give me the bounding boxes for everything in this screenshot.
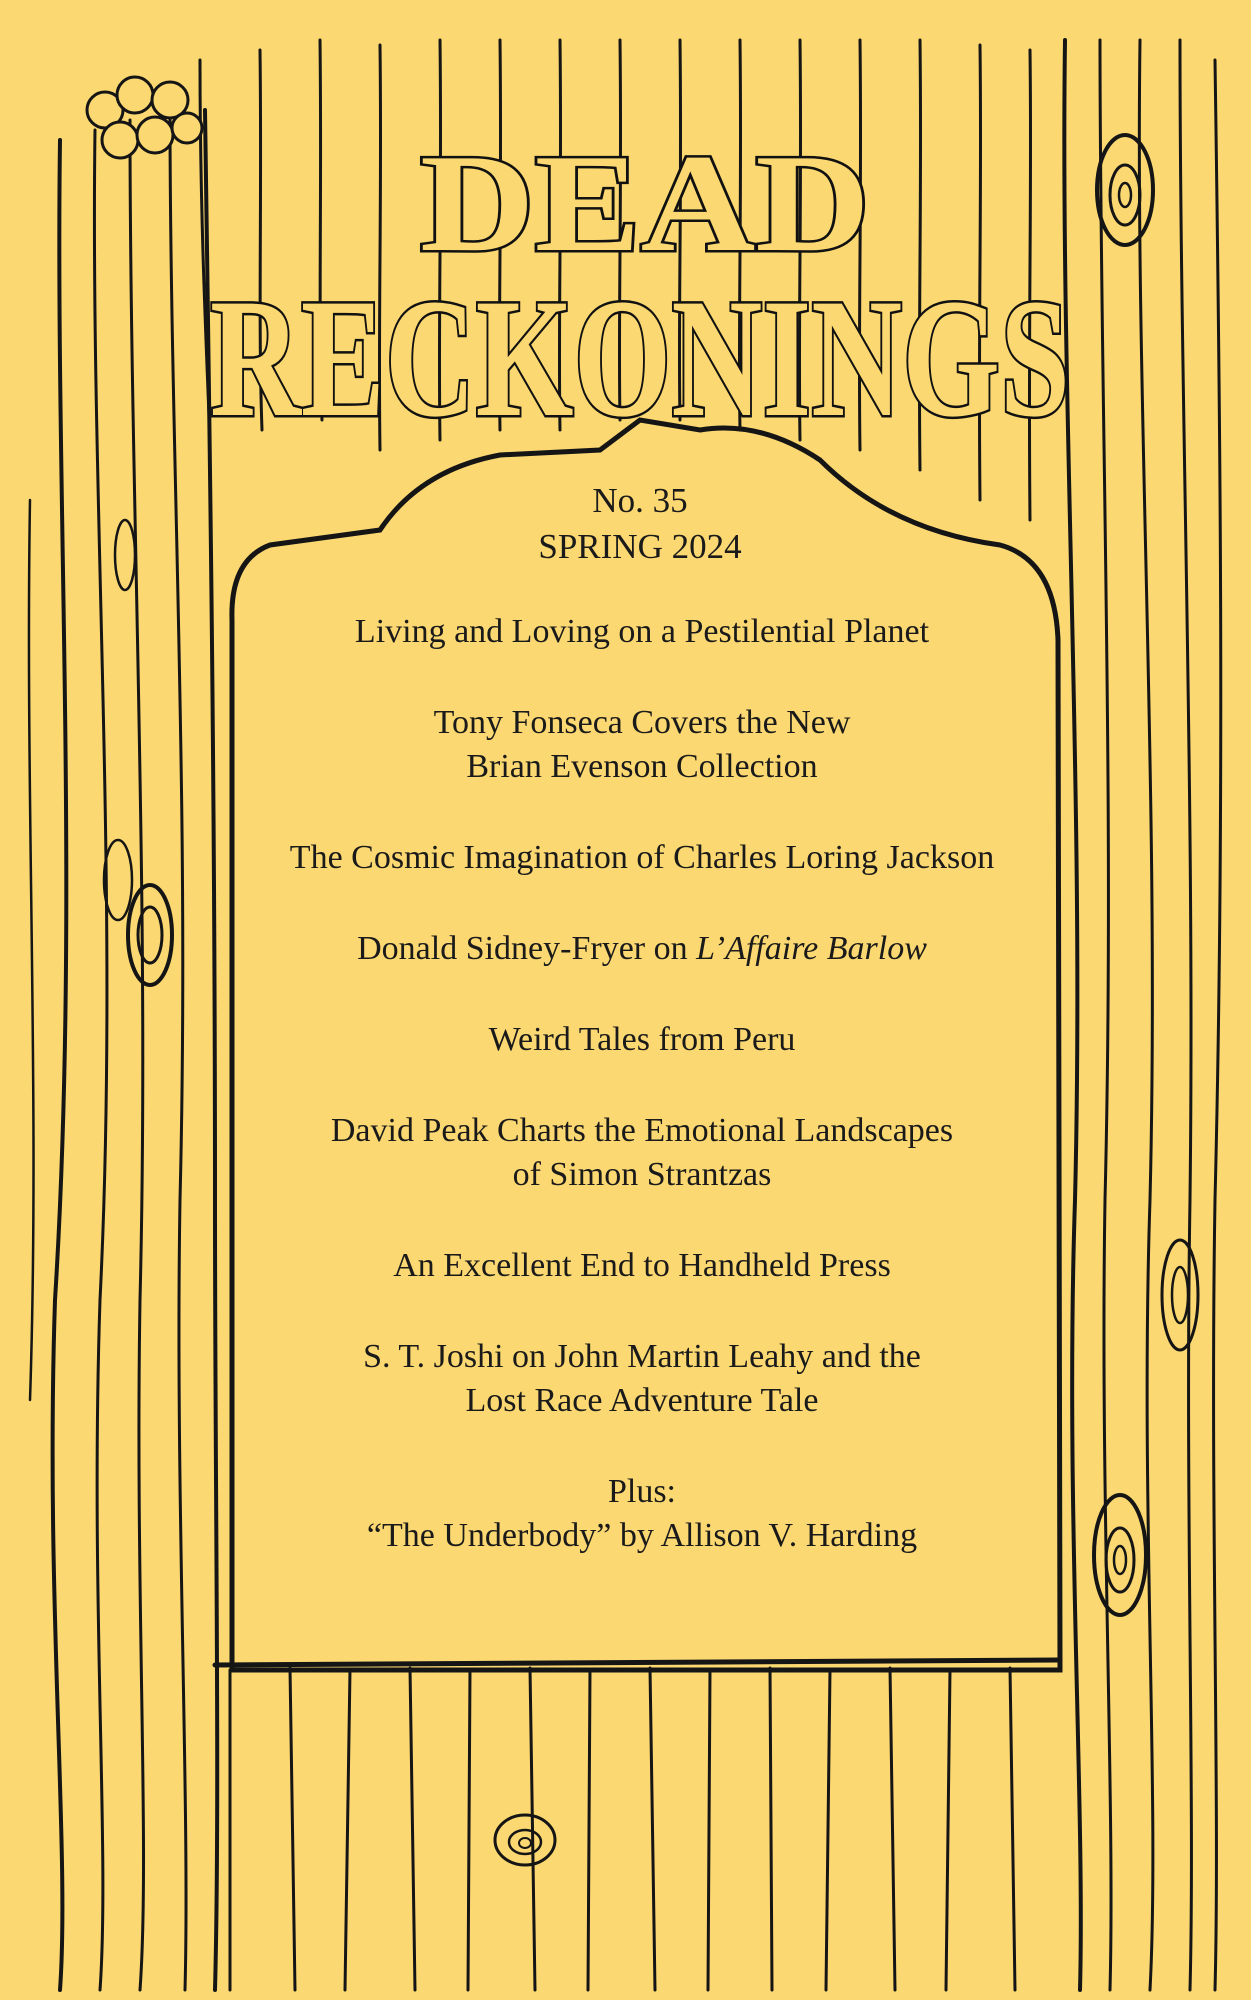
contents-item — [222, 1018, 1062, 1062]
issue-number: No. 35 — [592, 481, 688, 520]
contents-item — [222, 1335, 1062, 1423]
contents-line: Lost Race Adventure Tale — [465, 1382, 819, 1419]
contents-item — [222, 1109, 1062, 1197]
contents-line: S. T. Joshi on John Martin Leahy and the — [363, 1338, 921, 1375]
issue-season: SPRING 2024 — [538, 527, 742, 566]
masthead-dead: DEAD — [420, 126, 870, 281]
masthead-reckonings: RECKONINGS — [210, 264, 1070, 452]
issue-info — [400, 478, 880, 570]
contents-item — [222, 610, 1062, 654]
contents-line: “The Underbody” by Allison V. Harding — [366, 1517, 918, 1554]
contents-line: Brian Evenson Collection — [466, 748, 818, 785]
contents-line: The Cosmic Imagination of Charles Loring Jackson — [289, 839, 995, 876]
contents-line: David Peak Charts the Emotional Landscapes — [330, 1112, 954, 1149]
contents-line-italic-title: L’Affaire Barlow — [696, 930, 927, 967]
contents-item — [222, 1244, 1062, 1288]
contents-list — [222, 610, 1062, 1605]
contents-line — [222, 927, 1062, 971]
contents-line: of Simon Strantzas — [512, 1156, 772, 1193]
masthead — [0, 0, 1251, 500]
contents-line: Weird Tales from Peru — [488, 1021, 796, 1058]
contents-item-plus — [222, 1470, 1062, 1558]
contents-item — [222, 701, 1062, 789]
contents-line: Tony Fonseca Covers the New — [433, 704, 851, 741]
contents-item — [222, 927, 1062, 971]
contents-line: An Excellent End to Handheld Press — [393, 1247, 891, 1284]
contents-item — [222, 836, 1062, 880]
contents-line: Plus: — [607, 1473, 677, 1510]
contents-line: Living and Loving on a Pestilential Planet — [354, 613, 930, 650]
contents-line-prefix: Donald Sidney-Fryer on — [357, 930, 697, 967]
